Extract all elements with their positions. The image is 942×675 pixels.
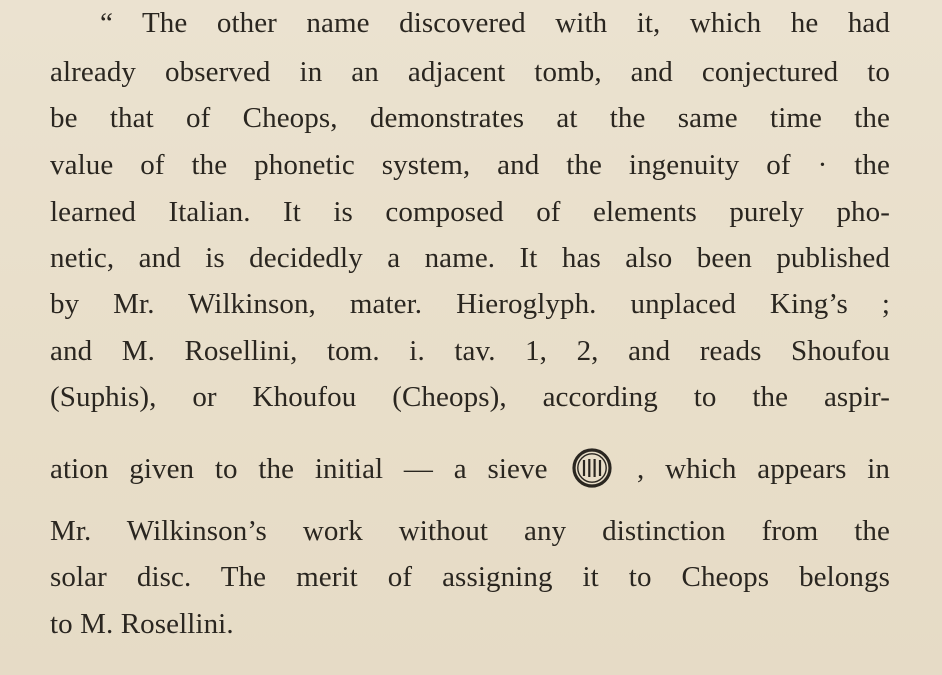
glyph-line-after: , which appears in <box>637 453 890 485</box>
text-line-2: already observed in an adjacent tomb, and conjectured to <box>50 56 890 88</box>
text-line-11: Mr. Wilkinson’s work without any distinction from the <box>50 515 890 547</box>
text-line-1: “ The other name discovered with it, which he had <box>100 7 890 39</box>
glyph-line-before: ation given to the initial — a sieve <box>50 453 548 485</box>
text-line-3: be that of Cheops, demonstrates at the same time the <box>50 102 890 134</box>
text-line-7: by Mr. Wilkinson, mater. Hieroglyph. unplaced King’s ; <box>50 288 890 320</box>
text-line-5: learned Italian. It is composed of elements purely pho- <box>50 196 890 228</box>
text-line-9: (Suphis), or Khoufou (Cheops), according to the aspir- <box>50 381 890 413</box>
text-line-13: to M. Rosellini. <box>50 608 234 640</box>
text-line-12: solar disc. The merit of assigning it to Cheops belongs <box>50 561 890 593</box>
text-line-8: and M. Rosellini, tom. i. tav. 1, 2, and reads Shoufou <box>50 335 890 367</box>
text-line-4: value of the phonetic system, and the ingenuity of · the <box>50 149 890 181</box>
sieve-hieroglyph-icon <box>570 446 614 490</box>
text-line-6: netic, and is decidedly a name. It has also been published <box>50 242 890 274</box>
text-line-10 <box>50 446 890 490</box>
